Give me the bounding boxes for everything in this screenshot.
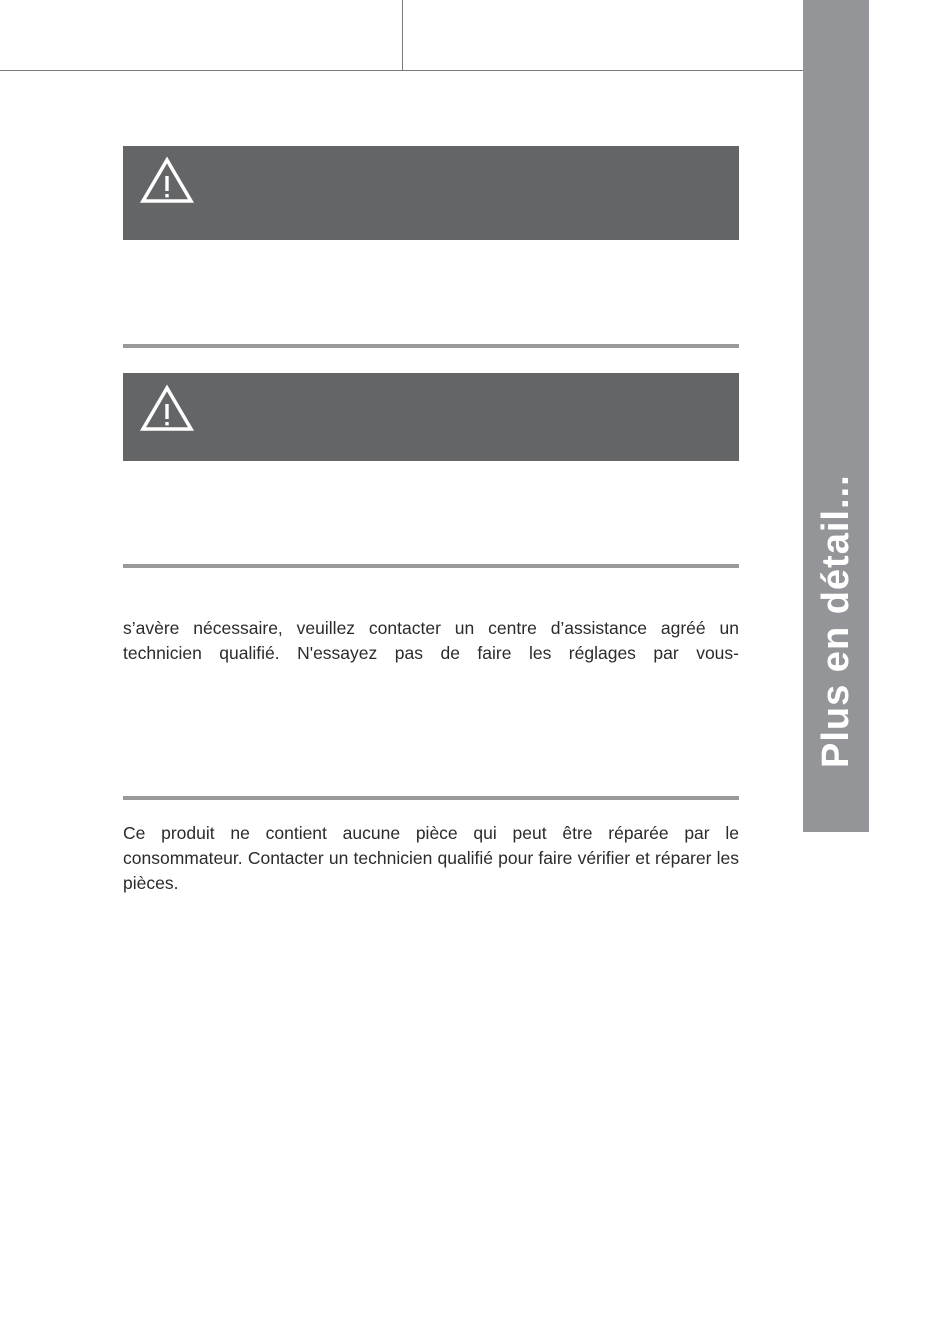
section-divider — [123, 344, 739, 348]
side-tab-label: Plus en détail... — [815, 474, 857, 768]
section-divider — [123, 796, 739, 800]
warning-banner — [123, 146, 739, 240]
section-divider — [123, 564, 739, 568]
repair-paragraph: Ce produit ne contient aucune pièce qui peut être réparée par le consommateur. Contacter un technicien qualifié pour faire vérifier et réparer les pièces. — [123, 823, 739, 893]
warning-banner — [123, 373, 739, 461]
adjustment-paragraph: s’avère nécessaire, veuillez contacter un centre d’assistance agréé un technicien qualifié. N'essayez pas de faire les réglages par vous- — [123, 618, 739, 663]
header-rule — [0, 70, 804, 71]
warning-triangle-icon — [139, 156, 195, 206]
side-tab — [803, 0, 869, 832]
header-divider — [402, 0, 403, 70]
warning-triangle-icon — [139, 384, 195, 434]
